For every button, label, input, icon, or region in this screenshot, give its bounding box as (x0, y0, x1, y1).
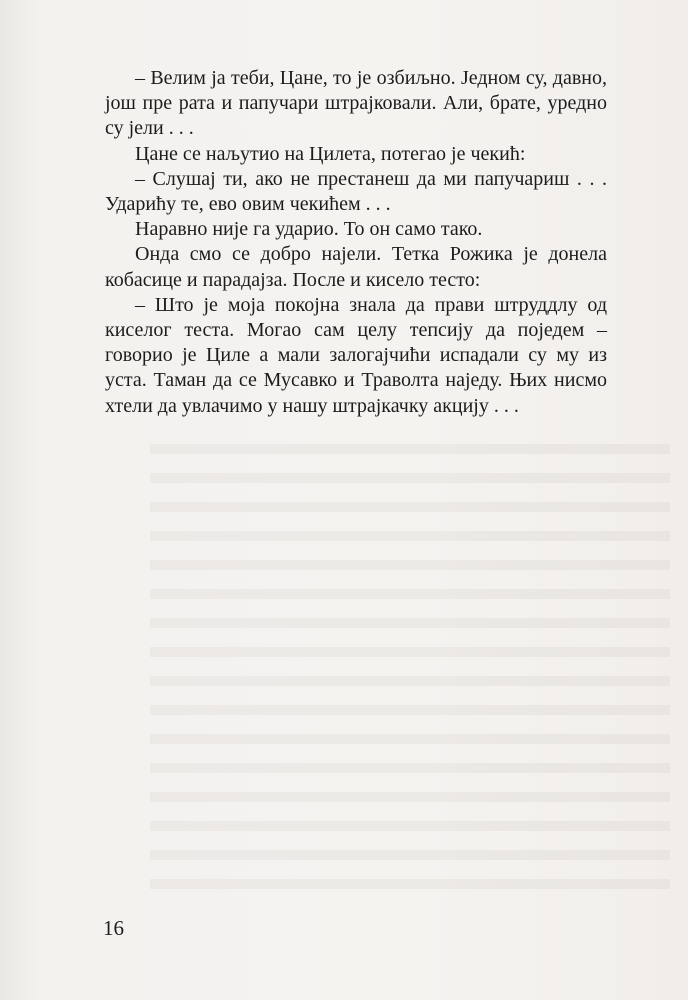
paragraph: Наравно није га ударио. То он само тако. (135, 218, 483, 241)
paragraph: – Што је моја покојна знала да прави штруддлу од киселог теста. Могао сам целу тепсију да поједем – говорио је Циле а мали залогајчићи испадали су му из уста. Таман да се Мусавко и Траволта наједу. Њих нисмо хтели да увлачимо у нашу штрајкачку акцију . . . (105, 293, 607, 417)
bleed-through-texture (150, 430, 670, 900)
body-text (105, 66, 607, 419)
page-number: 16 (103, 916, 124, 940)
paragraph: Онда смо се добро најели. Тетка Рожика је донела кобасице и парадајза. После и кисело тесто: (105, 243, 607, 291)
paragraph: Цане се наљутио на Цилета, потегао је чекић: (135, 142, 526, 165)
paragraph: – Велим ја теби, Цане, то је озбиљно. Једном су, давно, још пре рата и папучари штрајковали. Али, брате, уредно су јели . . . (105, 67, 607, 140)
paragraph: – Слушај ти, ако не престанеш да ми папучариш . . . Ударићу те, ево овим чекићем . . . (105, 167, 607, 216)
